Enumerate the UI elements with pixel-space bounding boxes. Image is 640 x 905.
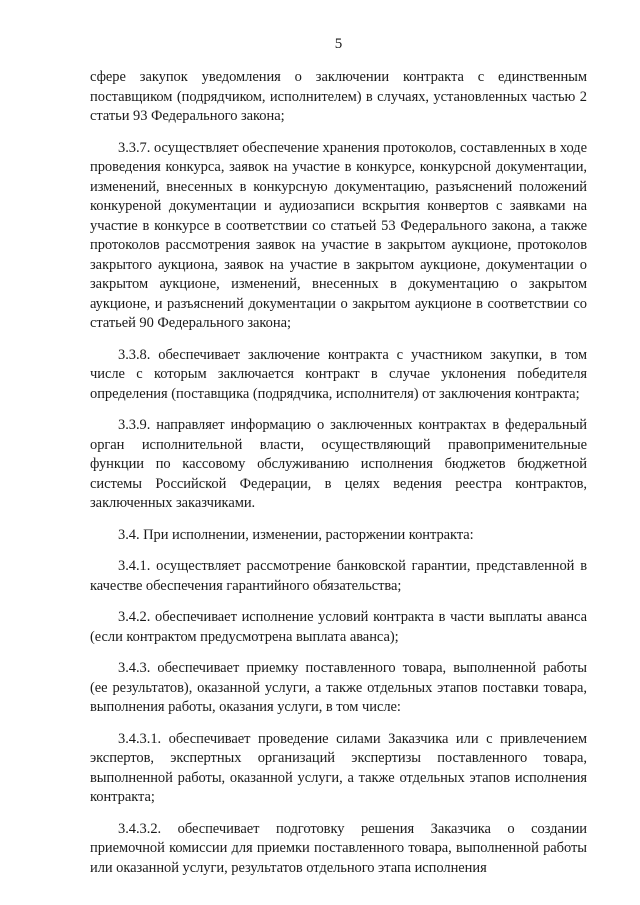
paragraph-3-4: 3.4. При исполнении, изменении, расторжении контракта: [118,526,474,543]
paragraph-3-4-3: 3.4.3. обеспечивает приемку поставленного товара, выполненной работы (ее результатов), оказанной услуги, а также отдельных этапов поставки товара, выполнения работы, оказания услуги, в том числе: [90,660,587,715]
page-number: 5 [334,36,343,52]
paragraph-continuation: сфере закупок уведомления о заключении контракта с единственным поставщиком (подрядчиком, исполнителем) в случаях, установленных частью 2 статьи 93 Федерального закона; [90,69,587,124]
paragraph-3-4-2: 3.4.2. обеспечивает исполнение условий контракта в части выплаты аванса (если контрактом предусмотрена выплата аванса); [90,609,587,645]
paragraph-3-3-9: 3.3.9. направляет информацию о заключенных контрактах в федеральный орган исполнительной власти, осуществляющий правоприменительные функции по кассовому обслуживанию исполнения бюджетов бюджетной системы Российской Федерации, в целях ведения реестра контрактов, заключенных заказчиками. [90,417,587,511]
paragraph-3-4-3-2: 3.4.3.2. обеспечивает подготовку решения Заказчика о создании приемочной комиссии для приемки поставленного товара, выполненной работы или оказанной услуги, результатов отдельного этапа исполнения [90,820,587,876]
paragraph-3-4-3-1: 3.4.3.1. обеспечивает проведение силами Заказчика или с привлечением экспертов, экспертных организаций экспертизы поставленного товара, выполненной работы, оказанной услуги, а также отдельных этапов исполнения контракта; [90,730,587,805]
paragraph-3-3-8: 3.3.8. обеспечивает заключение контракта с участником закупки, в том числе с которым заключается контракт в случае уклонения победителя определения (поставщика (подрядчика, исполнителя) от заключения контракта; [90,346,587,402]
paragraph-3-4-1: 3.4.1. осуществляет рассмотрение банковской гарантии, представленной в качестве обеспечения гарантийного обязательства; [90,558,587,594]
document-body [90,68,587,890]
paragraph-3-3-7: 3.3.7. осуществляет обеспечение хранения протоколов, составленных в ходе проведения конкурса, заявок на участие в конкурсе, конкурсной документации, изменений, внесенных в конкурсную документацию, разъяснений положений конкуреной документации и аудиозаписи вскрытия конвертов с заявками на участие в конкурсе в соответствии со статьей 53 Федерального закона, а также протоколов рассмотрения заявок на участие в закрытом аукционе, протоколов закрытого аукциона, заявок на участие в закрытом аукционе, документации о закрытом аукционе, изменений, внесенных в документацию о закрытом аукционе, и разъяснений документации о закрытом аукционе в соответствии со статьей 90 Федерального закона; [90,139,587,331]
